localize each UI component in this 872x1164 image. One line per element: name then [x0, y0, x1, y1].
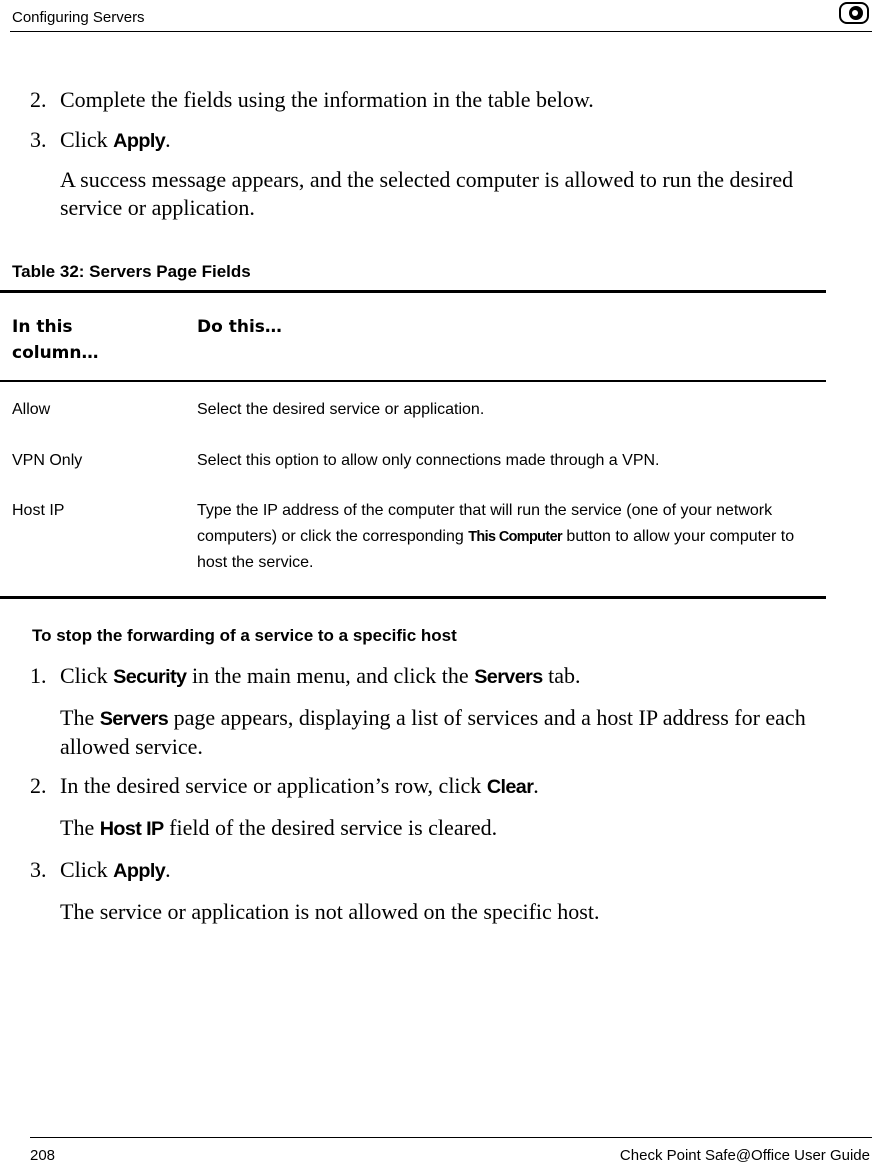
servers-ui-label: Servers	[99, 708, 169, 730]
table-header-rule	[0, 380, 826, 382]
step-number: 3.	[30, 127, 47, 152]
table-cell-field: VPN Only	[12, 452, 83, 469]
table-caption: Table 32: Servers Page Fields	[12, 262, 251, 281]
table-cell-field: Host IP	[12, 502, 65, 519]
apply-ui-label: Apply	[113, 130, 166, 152]
this-computer-ui-label: This Computer	[468, 529, 562, 545]
success-message-text: A success message appears, and the selected computer is allowed to run the desired service or application.	[60, 167, 794, 220]
step-text-mid: in the main menu, and click the	[186, 663, 475, 688]
result-text-end: page appears, displaying a list of services and a host IP address for each allowed service.	[60, 705, 806, 759]
result-text: The	[60, 705, 100, 730]
description-text: Type the IP address of the computer that will run the service (one of your network computers) or click the corresponding	[197, 502, 773, 545]
step-number: 2.	[30, 87, 47, 112]
table-bottom-rule	[0, 596, 826, 599]
step-2-click-clear	[30, 772, 539, 801]
header-title: Configuring Servers	[12, 9, 145, 26]
column-header-do-this: Do this…	[197, 317, 282, 337]
table-top-rule	[0, 290, 826, 293]
servers-fields-table	[0, 290, 826, 600]
step-text: Click	[60, 663, 114, 688]
guide-title: Check Point Safe@Office User Guide	[619, 1147, 870, 1164]
procedure-heading: To stop the forwarding of a service to a specific host	[32, 626, 457, 645]
column-header-in-this-column: In this column…	[12, 317, 99, 363]
step-text: In the desired service or application’s row, click	[60, 773, 487, 798]
check-point-logo-icon	[839, 2, 869, 24]
step-text-end: .	[165, 857, 171, 882]
table-cell-description: Select this option to allow only connections made through a VPN.	[197, 452, 660, 469]
page-number: 208	[30, 1147, 56, 1164]
servers-ui-label: Servers	[474, 666, 543, 688]
table-cell-field: Allow	[12, 401, 51, 418]
host-ip-ui-label: Host IP	[99, 818, 164, 840]
security-ui-label: Security	[113, 666, 187, 688]
step-text-end: .	[165, 127, 171, 152]
table-cell-description	[197, 498, 817, 576]
step-text: Click	[60, 127, 114, 152]
step-number: 1.	[30, 663, 47, 688]
apply-ui-label: Apply	[113, 860, 166, 882]
page-footer	[30, 1137, 872, 1164]
host-ip-cleared-text	[60, 814, 860, 843]
step-number: 3.	[30, 857, 47, 882]
step-text-end: .	[533, 773, 539, 798]
step-3-click-apply	[30, 126, 171, 155]
step-text-end: tab.	[542, 663, 581, 688]
step-text: Click	[60, 857, 114, 882]
result-text-end: field of the desired service is cleared.	[163, 815, 498, 840]
step-number: 2.	[30, 773, 47, 798]
step-text: Complete the fields using the information in the table below.	[60, 87, 594, 112]
step-3-click-apply-bottom	[30, 856, 171, 885]
step-1-click-security	[30, 662, 581, 691]
service-not-allowed-text: The service or application is not allowed on the specific host.	[60, 899, 600, 924]
result-text: The	[60, 815, 100, 840]
table-cell-description: Select the desired service or application.	[197, 401, 485, 418]
description-text-end: button to allow your computer to host the service.	[197, 528, 795, 571]
clear-ui-label: Clear	[486, 776, 534, 798]
servers-page-result-text	[60, 704, 860, 761]
page-header	[10, 0, 872, 32]
step-2-complete-fields	[30, 86, 594, 114]
